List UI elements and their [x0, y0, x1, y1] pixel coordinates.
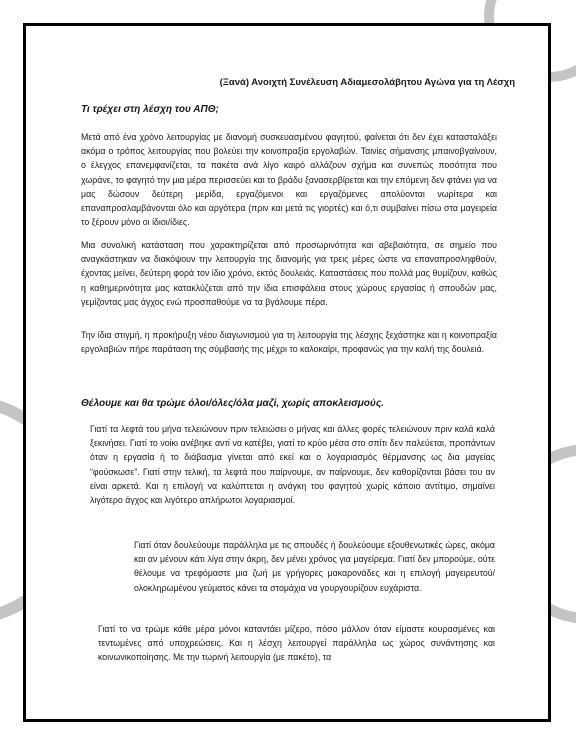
section-heading-1: Τι τρέχει στη λέσχη του ΑΠΘ;	[81, 104, 219, 115]
section-heading-2: Θέλουμε και θα τρώμε όλοι/όλες/όλα μαζί, χωρίς αποκλεισμούς.	[81, 398, 384, 409]
page-frame	[23, 23, 551, 722]
document-title: (Ξανά) Ανοιχτή Συνέλευση Αδιαμεσολάβητου Αγώνα για τη Λέσχη	[219, 77, 515, 88]
paragraph-4: Γιατί τα λεφτά του μήνα τελειώνουν πριν τελειώσει ο μήνας και άλλες φορές τελειώνουν πριν καλά καλά ξεκινήσει. Γιατί το νοίκι ανέβηκε αντί να κατέβει, γιατί το κρύο μέσα στο σπίτι δεν παλεύεται, προπάντων όταν η εργασία ή το διάβασμα γίνεται από εκεί και ο λογαριασμός θέρμανσης ως δια μαγείας “φούσκωσε”. Γιατί στην τελική, τα λεφτά που παίρνουμε, αν παίρνουμε, δεν καθορίζονται βάσει του αν είναι αρκετά. Και η επιλογή να καλύπτεται η ανάγκη του φαγητού χωρίς κάποιο αντίτιμο, σημαίνει λιγότερο άγχος και λιγότερο απλήρωτοι λογαριασμοί.	[90, 424, 495, 506]
paragraph-3: Την ίδια στιγμή, η προκήρυξη νέου διαγωνισμού για τη λειτουργία της λέσχης ξεχάστηκε και η κοινοπραξία εργολαβιών πήρε παράταση της σύμβασής της μέχρι το καλοκαίρι, προφανώς για την καλή της δουλειά.	[81, 330, 497, 355]
paragraph-2: Μια συνολική κατάσταση που χαρακτηρίζεται από προσωρινότητα και αβεβαιότητα, σε σημείο που αναγκάστηκαν να διακόψουν την λειτουργία της διανομής για τρεις μέρες ώστε να επαναπροσληφθούν, έχοντας μείνει, δεύτερη φορά τον ίδιο χρόνο, εκτός δουλειάς. Καταστάσεις που πολλά μας θυμίζουν, καθώς η καθημερινότητα μας κατακλύζεται από την ίδια επισφάλεια στους χώρους εργασίας ή σπουδών μας, γεμίζοντας μας άγχος ενώ προσπαθούμε να τα βγάλουμε πέρα.	[81, 240, 497, 307]
paragraph-1: Μετά από ένα χρόνο λειτουργίας με διανομή συσκευασμένου φαγητού, φαίνεται ότι δεν έχει κατασταλάξει ακόμα ο τρόπος λειτουργίας που βολεύει την κοινοπραξία εργολαβών. Ταινίες σήμανσης μπαινοβγαίνουν, ο έλεγχος επανεμφανίζεται, τα πακέτα ανά λίγο καιρό αλλάζουν σχήμα και συνεπώς ποσότητα που χωράνε, το φαγητό την μια μέρα περισσεύει και το βράδυ ξανασερβίρεται και την επόμενη δεν φτάνει για να μας δώσουν δεύτερη μερίδα, εργαζόμενοι και εργαζόμενες απολύονται νωρίτερα και επαναπροσλαμβάνονται όλο και αργότερα (πριν και μετά τις γιορτές) και ό,τι συμβαίνει πίσω στα μαγειρεία το ξέρουν μόνο οι ίδιοι/ίδιες.	[81, 132, 497, 228]
paragraph-6: Γιατί το να τρώμε κάθε μέρα μόνοι καταντάει μίζερο, πόσο μάλλον όταν είμαστε κουρασμένες και τεντωμένες από υποχρεώσεις. Και η λέσχη λειτουργεί παράλληλα ως χώρος συνάντησης και κοινωνικοποίησης. Με την τωρινή λειτουργία (με πακέτο), τα	[98, 624, 495, 663]
paragraph-5: Γιατί όταν δουλεύουμε παράλληλα με τις σπουδές ή δουλεύουμε εξουθενωτικές ώρες, ακόμα και αν μένουν κάτι λίγα στην άκρη, δεν μένει χρόνος για μαγείρεμα. Γιατί δεν μπορούμε, ούτε θέλουμε να τρεφόμαστε μια ζωή με γρήγορες μακαρονάδες και η επιλογή μαγειρευτού/ολοκληρωμένου γεύματος κάνει τα στομάχια να γουργουρίζουν ευχάριστα.	[134, 540, 495, 593]
